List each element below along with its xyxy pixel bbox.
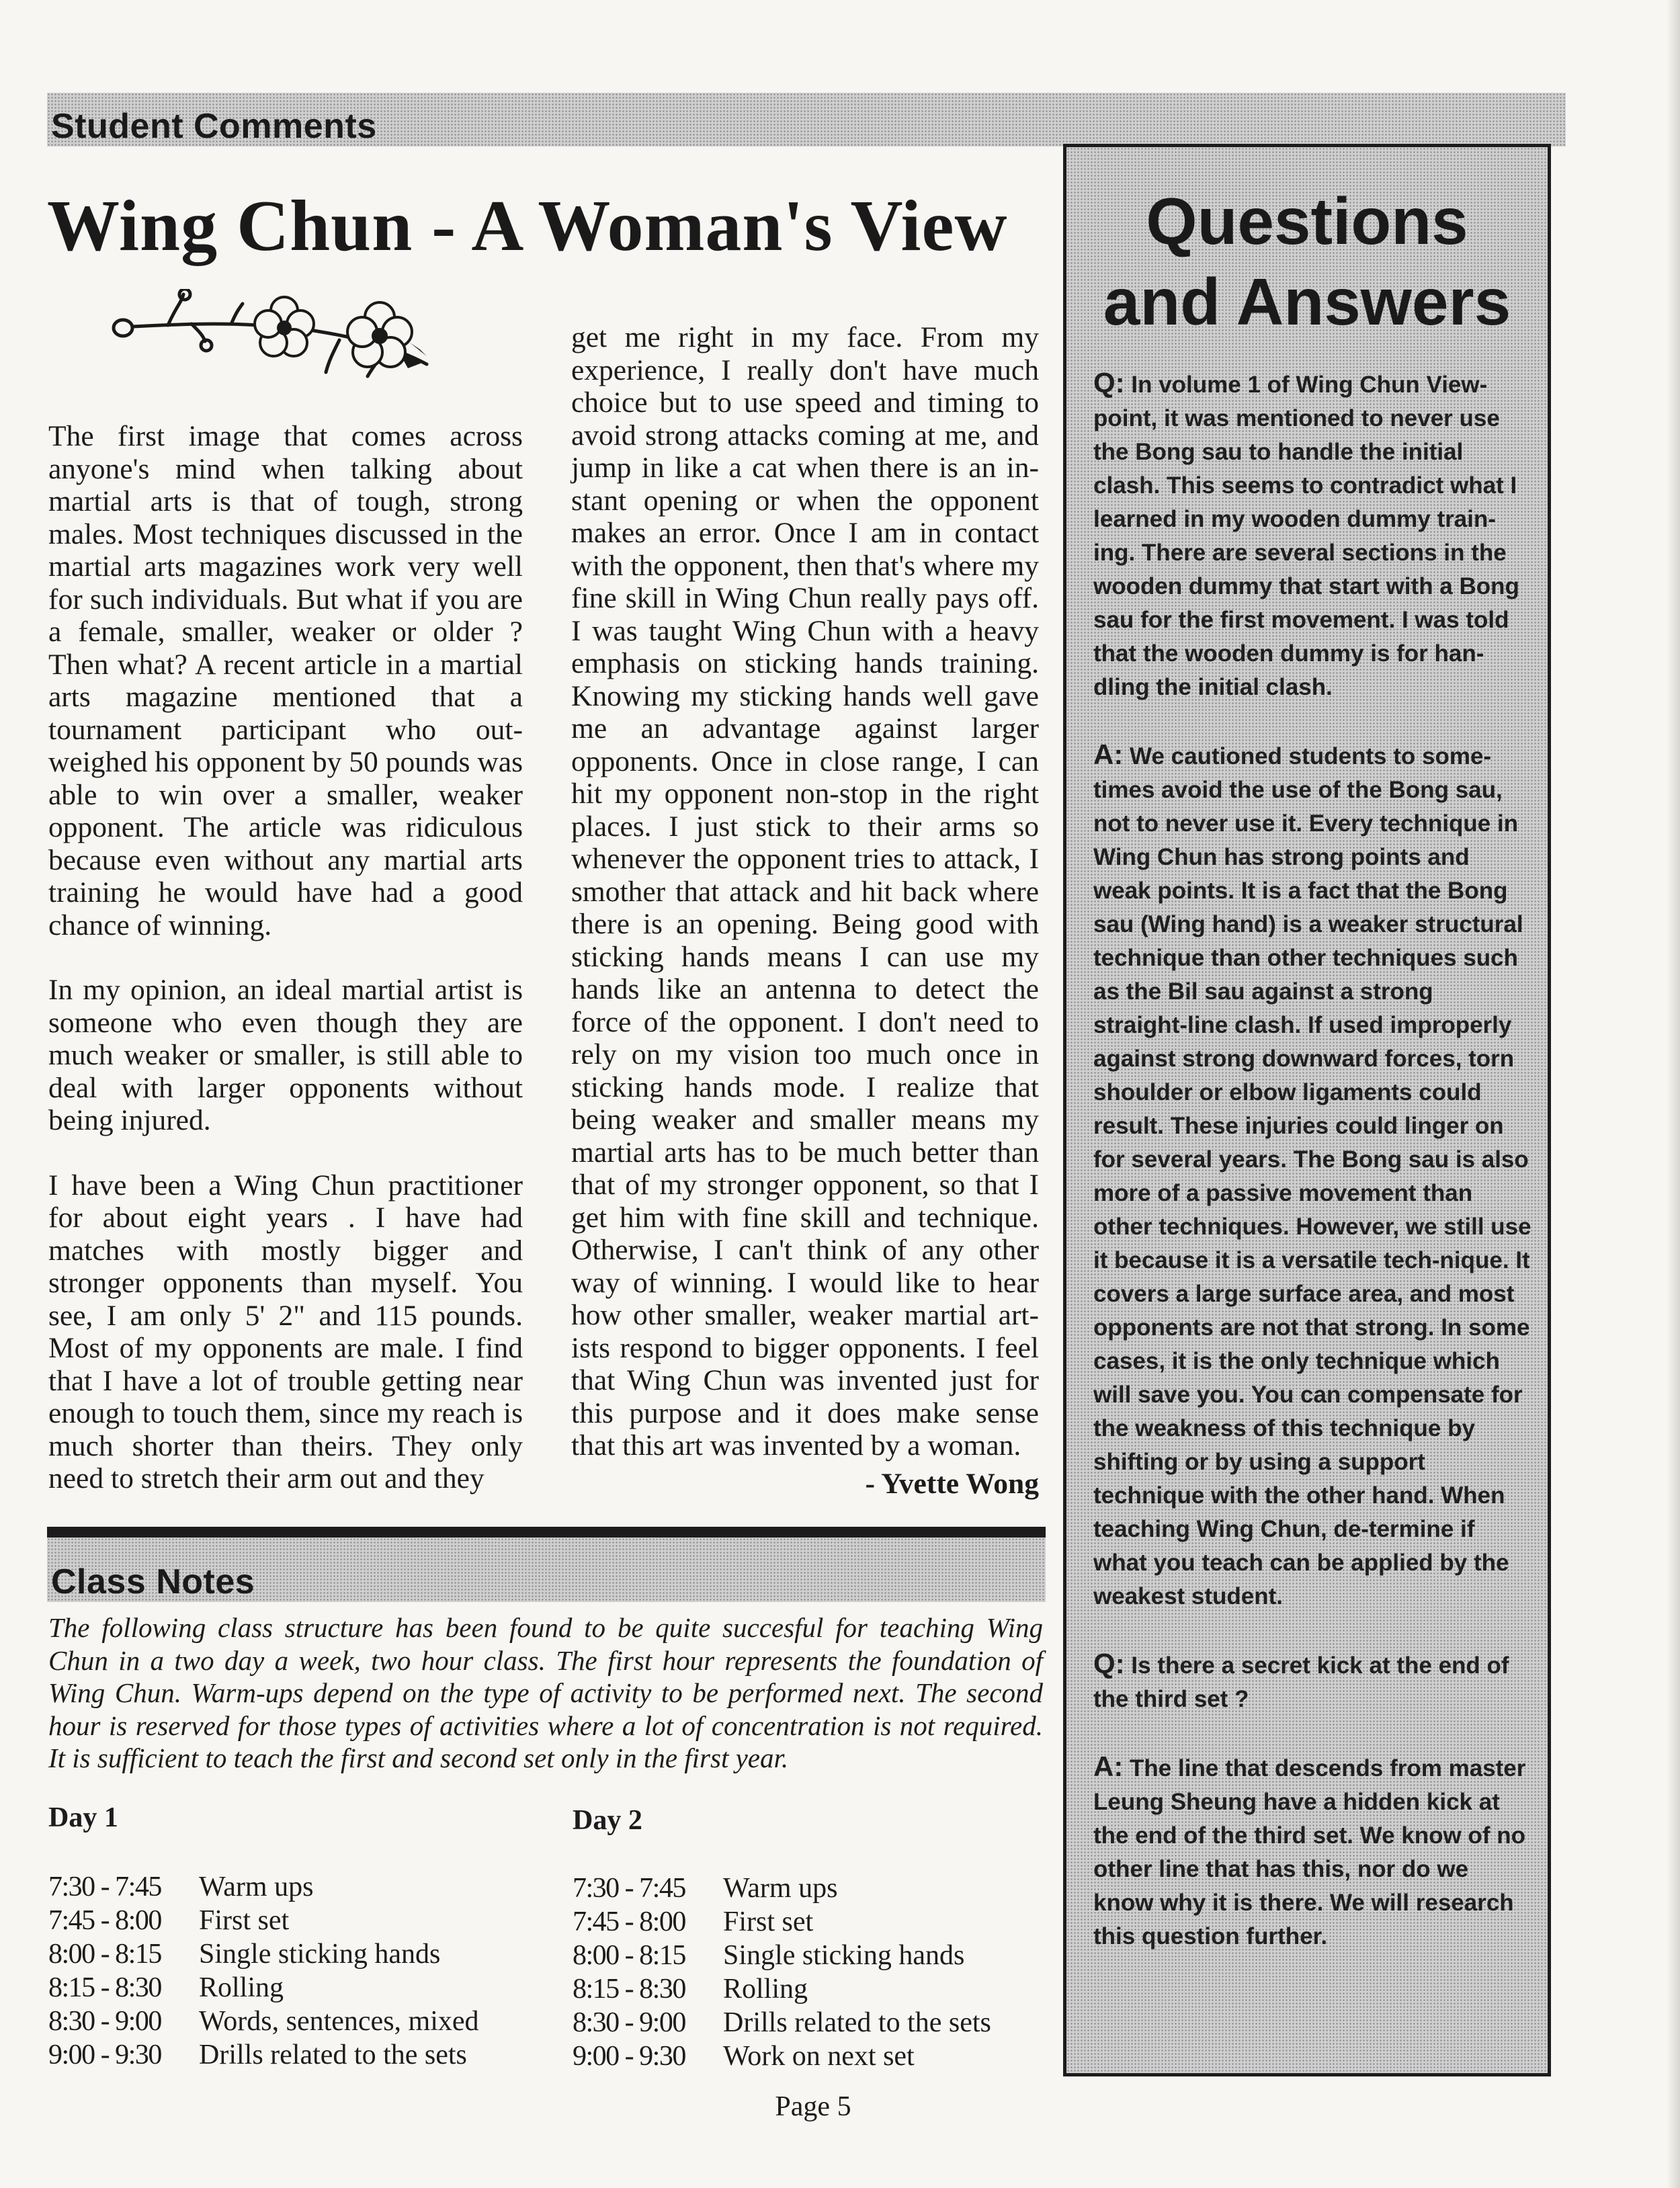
schedule-time: 7:30 - 7:45 xyxy=(573,1873,685,1904)
qa-title xyxy=(1066,181,1548,342)
schedule-row xyxy=(573,1972,991,2006)
schedule-row xyxy=(573,2039,991,2073)
qa-text: We cautioned students to some-times avoid the use of the Bong sau, not to never use it. Every technique in Wing Chun has strong points and weak points. It is a fact that the Bong sau (Wing hand) is a weaker structural technique than other techniques such as the Bil sau against a strong straight-line clash. If used improperly against strong downward forces, torn shoulder or elbow ligaments could result. These injuries could linger on for several years. The Bong sau is also more of a passive movement than other techniques. However, we still use it because it is a versatile tech-nique. It covers a large surface area, and most opponents are not that strong. In some cases, it is the only technique which will save you. You can compensate for the weakness of this technique by shifting or by using a support technique with the other hand. When teaching Wing Chun, de-termine if what you teach can be applied by the weakest student. xyxy=(1093,743,1531,1609)
qa-item xyxy=(1093,366,1531,704)
schedule-activity: Warm ups xyxy=(199,1871,314,1902)
class-notes-header xyxy=(47,1527,1046,1602)
schedule-time: 8:15 - 8:30 xyxy=(573,1974,685,2005)
schedule-activity: Single sticking hands xyxy=(199,1939,441,1970)
article-paragraph: In my opinion, an ideal martial artist is someone who even though they are much weaker or smaller, is still able to deal with larger opponents without being injured. xyxy=(48,974,523,1136)
schedule-activity: Warm ups xyxy=(723,1873,838,1904)
article-paragraph: get me right in my face. From my experience, I really don't have much choice but to use speed and timing to avoid strong attacks coming at me, and jump in like a cat when there is an in-stant opening or when the opponent makes an error. Once I am in contact with the opponent, then that's where my fine skill in Wing Chun really pays off. I was taught Wing Chun with a heavy emphasis on sticking hands training. Knowing my sticking hands well gave me an advantage against larger opponents. Once in close range, I can hit my opponent non-stop in the right places. I just stick to their arms so whenever the opponent tries to attack, I smother that attack and hit back where there is an opening. Being good with sticking hands means I can use my hands like an antenna to detect the force of the opponent. I don't need to rely on my vision too much once in sticking hands mode. I realize that being weaker and smaller means my martial arts has to be much better than that of my stronger opponent, so that I get him with fine skill and technique. Otherwise, I can't think of any other way of winning. I would like to hear how other smaller, weaker martial art-ists respond to bigger opponents. I feel that Wing Chun was invented just for this purpose and it does make sense that this art was invented by a woman. xyxy=(571,321,1039,1462)
qa-text: Is there a secret kick at the end of the third set ? xyxy=(1093,1652,1509,1712)
qa-title-line: and Answers xyxy=(1103,265,1511,339)
day1-schedule xyxy=(48,1870,479,2072)
qa-item xyxy=(1093,738,1531,1613)
schedule-activity: First set xyxy=(199,1905,290,1936)
page-number: Page 5 xyxy=(775,2091,851,2122)
schedule-activity: Work on next set xyxy=(723,2041,915,2072)
schedule-row xyxy=(48,1937,479,1971)
day2-schedule xyxy=(573,1871,991,2073)
schedule-time: 8:00 - 8:15 xyxy=(573,1940,685,1971)
class-notes-intro: The following class structure has been found to be quite succesful for teaching Wing Chun in a two day a week, two hour class. The first hour represents the foundation of Wing Chun. Warm-ups depend on the type of activity to be performed next. The second hour is reserved for those types of activities where a lot of concentration is not required. It is sufficient to teach the first and second set only in the first year. xyxy=(48,1612,1043,1773)
qa-mark: Q: xyxy=(1093,1648,1125,1679)
qa-mark: A: xyxy=(1093,1751,1124,1782)
article-column-2 xyxy=(571,321,1039,1500)
qa-text: The line that descends from master Leung Sheung have a hidden kick at the end of the third set. We know of no other line that has this, nor do we know why it is there. We will research this question further. xyxy=(1093,1755,1526,1949)
schedule-activity: Drills related to the sets xyxy=(199,2039,467,2070)
schedule-time: 8:30 - 9:00 xyxy=(573,2007,685,2038)
schedule-activity: Rolling xyxy=(199,1972,284,2003)
section-label: Class Notes xyxy=(51,1562,255,1601)
questions-and-answers-box xyxy=(1063,144,1551,2076)
schedule-row xyxy=(48,1870,479,1904)
article-column-1 xyxy=(48,420,523,1527)
day1-title: Day 1 xyxy=(48,1802,118,1833)
schedule-time: 7:45 - 8:00 xyxy=(573,1906,685,1937)
qa-mark: Q: xyxy=(1093,367,1125,398)
student-comments-header xyxy=(47,93,1566,146)
schedule-time: 9:00 - 9:30 xyxy=(573,2041,685,2072)
schedule-row xyxy=(48,2038,479,2072)
schedule-row xyxy=(573,1939,991,1972)
section-label: Student Comments xyxy=(51,107,377,146)
schedule-row xyxy=(573,1871,991,1905)
schedule-time: 8:30 - 9:00 xyxy=(48,2006,161,2037)
schedule-time: 7:45 - 8:00 xyxy=(48,1905,161,1936)
schedule-time: 8:00 - 8:15 xyxy=(48,1939,161,1970)
plum-blossom-branch-icon xyxy=(104,289,437,383)
schedule-row xyxy=(48,2005,479,2038)
qa-body xyxy=(1093,366,1531,1987)
article-title: Wing Chun - A Woman's View xyxy=(47,186,1008,266)
qa-text: In volume 1 of Wing Chun View-point, it was mentioned to never use the Bong sau to handle the initial clash. This seems to contradict what I learned in my wooden dummy train-ing. There are several sections in the wooden dummy that start with a Bong sau for the first movement. I was told that the wooden dummy is for han-dling the initial clash. xyxy=(1093,372,1519,700)
scan-edge xyxy=(1667,0,1680,2188)
schedule-activity: Single sticking hands xyxy=(723,1940,965,1971)
article-paragraph: I have been a Wing Chun practitioner for about eight years . I have had matches with mostly bigger and stronger opponents than myself. You see, I am only 5' 2" and 115 pounds. Most of my opponents are male. I find that I have a lot of trouble getting near enough to touch them, since my reach is much shorter than theirs. They only need to stretch their arm out and they xyxy=(48,1169,523,1495)
schedule-activity: Words, sentences, mixed xyxy=(199,2006,479,2037)
schedule-activity: Drills related to the sets xyxy=(723,2007,991,2038)
qa-title-line: Questions xyxy=(1146,184,1468,258)
schedule-time: 8:15 - 8:30 xyxy=(48,1972,161,2003)
schedule-time: 7:30 - 7:45 xyxy=(48,1871,161,1902)
qa-item xyxy=(1093,1647,1531,1716)
article-author: - Yvette Wong xyxy=(865,1467,1039,1500)
schedule-row xyxy=(48,1971,479,2005)
schedule-row xyxy=(573,2006,991,2039)
schedule-time: 9:00 - 9:30 xyxy=(48,2039,161,2070)
day2-title: Day 2 xyxy=(573,1805,642,1836)
schedule-row xyxy=(48,1904,479,1937)
schedule-row xyxy=(573,1905,991,1939)
article-paragraph: The first image that comes across anyone's mind when talking about martial arts is that of tough, strong males. Most techniques discussed in the martial arts magazines work very well for such individuals. But what if you are a female, smaller, weaker or older ? Then what? A recent article in a martial arts magazine mentioned that a tournament participant who out-weighed his opponent by 50 pounds was able to win over a smaller, weaker opponent. The article was ridiculous because even without any martial arts training he would have had a good chance of winning. xyxy=(48,420,523,941)
schedule-activity: Rolling xyxy=(723,1974,808,2005)
qa-item xyxy=(1093,1750,1531,1953)
schedule-activity: First set xyxy=(723,1906,814,1937)
qa-mark: A: xyxy=(1093,739,1124,770)
